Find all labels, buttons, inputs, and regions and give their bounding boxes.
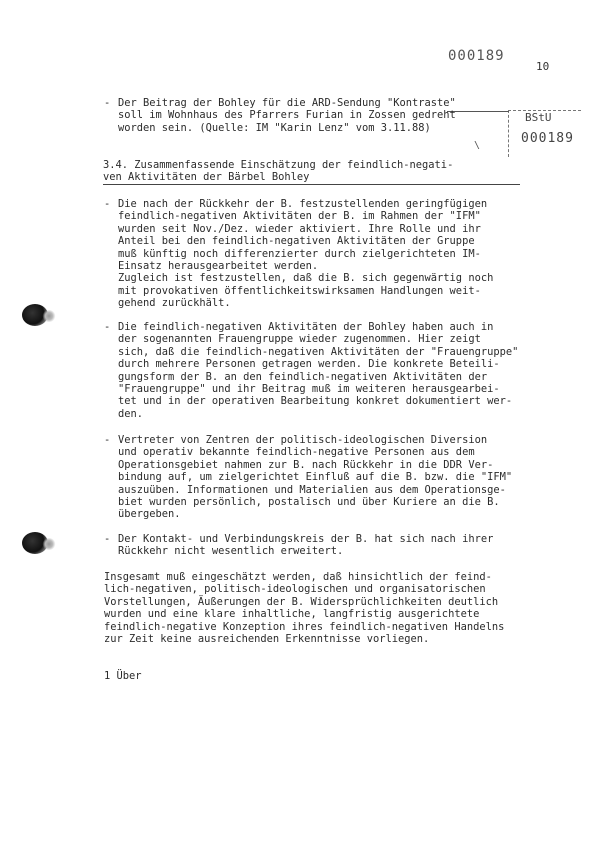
item-text: Der Beitrag der Bohley für die ARD-Sendung "Kontraste" soll im Wohnhaus des Pfarrers Furian in Zossen gedreht worden sein. (Quelle: IM "Karin Lenz" vom 3.11.88) bbox=[118, 97, 456, 134]
section-heading: 3.4. Zusammenfassende Einschätzung der feindlich-negati- ven Aktivitäten der Bärbel Bohley bbox=[103, 159, 454, 184]
heading-underline bbox=[103, 184, 520, 185]
summary-paragraph: Insgesamt muß eingeschätzt werden, daß hinsichtlich der feind- lich-negativen, politisch-ideologischen und organisatorischen Vorstellungen, Äußerungen der B. Widersprüchlichkeiten deutlich wurden und eine klare inhaltliche, langfristig ausgerichtete feindlich-negative Konzeption ihres feindlich-negativen Handelns zur Zeit keine ausreichenden Erkenntnisse vorliegen. bbox=[104, 571, 505, 646]
archive-stamp-box-number: 000189 bbox=[521, 131, 574, 146]
bullet-text: Vertreter von Zentren der politisch-ideologischen Diversion und operativ bekannte feindlich-negative Personen aus dem Operationsgebiet nahmen zur B. nach Rückkehr in die DDR Ver- bindung auf, um zielgerichtet Einfluß auf die B. bzw. die "IFM" auszuüben. Informationen und Materialien aus dem Operationsge- biet wurden persönlich, postalisch und über Kuriere an die B. übergeben. bbox=[118, 434, 513, 521]
archive-stamp-label: BStU bbox=[525, 111, 552, 124]
bullet-dash: - bbox=[104, 434, 111, 446]
archive-stamp-box bbox=[508, 110, 581, 157]
bullet-text: Die nach der Rückkehr der B. festzustellenden geringfügigen feindlich-negativen Aktivitäten der B. im Rahmen der "IFM" wurden seit Nov./Dez. wieder aktiviert. Ihre Rolle und ihr Anteil bei den feindlich-negativen Aktivitäten der Gruppe muß künftig noch differenzierter durch zielgerichteten IM- Einsatz herausgearbeitet werden. Zugleich ist festzustellen, daß die B. sich gegenwärtig noch mit provokativen öffentlichkeitswirksamen Handlungen weit- gehend zurückhält. bbox=[118, 198, 494, 310]
bullet-dash: - bbox=[104, 198, 111, 210]
bullet-dash: - bbox=[104, 533, 111, 545]
punch-hole-mark bbox=[22, 304, 48, 326]
punch-hole-mark bbox=[22, 532, 48, 554]
bullet-text: Die feindlich-negativen Aktivitäten der Bohley haben auch in der sogenannten Frauengruppe wieder zugenommen. Hier zeigt sich, daß die feindlich-negativen Aktivitäten der "Frauengruppe" durch mehrere Personen getragen werden. Die konkrete Beteili- gungsform der B. an den feindlich-negativen Aktivitäten der "Frauengruppe" und ihr Beitrag muß im weiteren herausgearbei- tet und in der operativen Bearbeitung konkret dokumentiert wer- den. bbox=[118, 321, 519, 420]
page-footer-note: 1 Über bbox=[104, 670, 142, 682]
underline-mark bbox=[447, 111, 509, 112]
archive-stamp-number: 000189 bbox=[448, 48, 505, 64]
page-number: 10 bbox=[536, 60, 550, 73]
item-dash: - bbox=[104, 97, 111, 109]
margin-tick-mark: \ bbox=[474, 140, 481, 151]
bullet-text: Der Kontakt- und Verbindungskreis der B. hat sich nach ihrer Rückkehr nicht wesentlich erweitert. bbox=[118, 533, 494, 558]
bullet-dash: - bbox=[104, 321, 111, 333]
